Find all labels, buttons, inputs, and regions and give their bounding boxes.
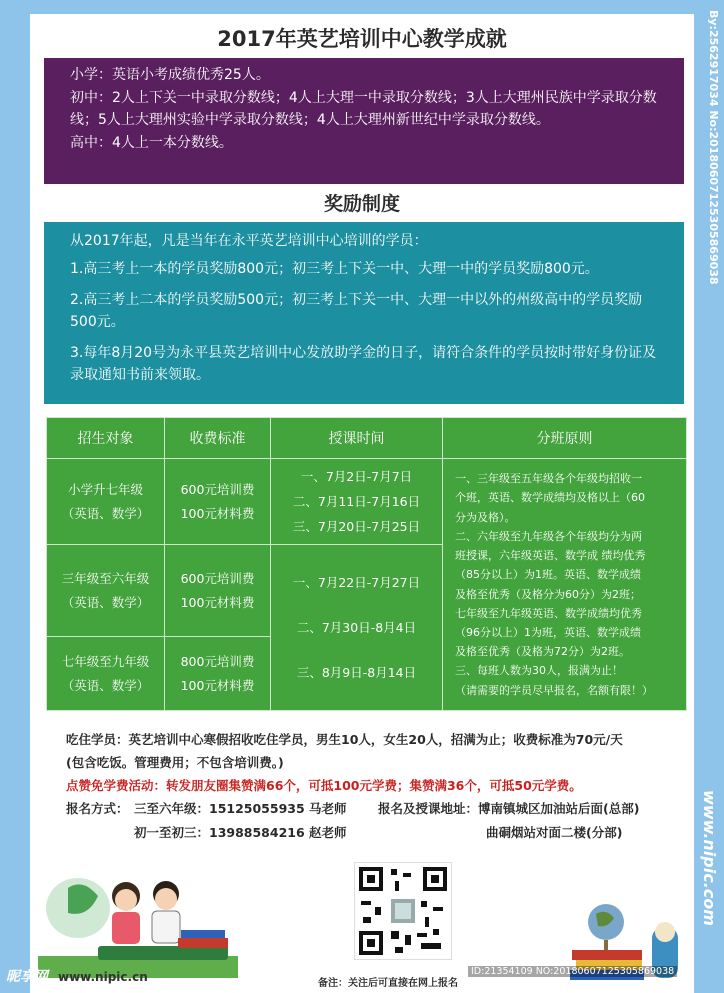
target-grade: 小学升七年级 — [67, 481, 143, 497]
signup-row-2 — [66, 821, 676, 845]
signup-contact-2: 初一至初三：13988584216 赵老师 — [134, 825, 347, 840]
achievements-box — [44, 58, 684, 184]
time-slot: 三、7月20日-7月25日 — [292, 519, 421, 534]
reward-item-1: 1.高三考上一本的学员奖励800元；初三考上下关一中、大理一中的学员奖励800元。 — [70, 261, 599, 278]
achievement-primary: 小学：英语小考成绩优秀25人。 — [70, 67, 270, 83]
fee-training: 600元培训费 — [180, 570, 255, 586]
rewards-box — [44, 222, 684, 404]
rule-line: 一、三年级至五年级各个年级均招收一 — [455, 472, 642, 486]
fee-cell — [165, 545, 271, 637]
signup-label: 报名方式： — [66, 801, 129, 816]
rule-line: 二、六年级至九年级各个年级均分为两 — [455, 529, 642, 543]
time-slot: 二、7月30日-8月4日 — [296, 620, 417, 635]
rule-line: （请需要的学员尽早报名，名额有限！） — [455, 683, 653, 697]
time-slot: 二、7月11日-7月16日 — [292, 494, 421, 509]
watermark-brand: 昵享网 — [6, 969, 48, 985]
reward-item-2: 2.高三考上二本的学员奖励500元；初三考上下关一中、大理一中以外的州级高中的学员奖励500元。 — [70, 291, 643, 331]
signup-contact-1: 三至六年级：15125055935 马老师 — [134, 801, 347, 816]
side-url-text: www.nipic.com — [700, 790, 719, 926]
fee-cell — [165, 637, 271, 711]
rule-line: 七年级至九年级英语、数学成绩均优秀 — [455, 606, 642, 620]
rule-line: （96分以上）1为班，英语、数学成绩 — [455, 625, 641, 639]
target-grade: 七年级至九年级 — [61, 653, 150, 669]
target-subjects: （英语、数学） — [61, 594, 150, 610]
target-cell — [47, 459, 165, 545]
rule-line: 及格至优秀（及格为72分）为2班。 — [455, 645, 630, 659]
signup-note: 备注：关注后可直接在网上报名 — [318, 978, 458, 989]
header-fee: 收费标准 — [165, 418, 271, 459]
header-rules: 分班原则 — [443, 418, 687, 459]
reward-title: 奖励制度 — [323, 193, 400, 215]
rule-line: （85分以上）为1班。英语、数学成绩 — [455, 568, 641, 582]
time-cell-b — [271, 545, 443, 711]
page-title: 2017年英艺培训中心教学成就 — [217, 27, 507, 51]
rule-line: 个班，英语、数学成绩均及格以上（60 — [455, 491, 645, 505]
watermark-logo — [6, 966, 148, 986]
address-branch: 曲硐烟站对面二楼(分部) — [486, 825, 623, 840]
target-cell — [47, 545, 165, 637]
info-section — [66, 728, 676, 845]
fee-material: 100元材料费 — [180, 505, 255, 521]
qr-code-icon — [355, 863, 451, 959]
promo-line: 点赞免学费活动：转发朋友圈集赞满66个，可抵100元学费；集赞满36个，可抵50元学费。 — [66, 778, 582, 793]
header-time: 授课时间 — [271, 418, 443, 459]
target-subjects: （英语、数学） — [61, 677, 150, 693]
time-slot: 三、8月9日-8月14日 — [296, 665, 417, 680]
qr-code[interactable] — [354, 862, 452, 960]
time-slot: 一、7月22日-7月27日 — [292, 575, 421, 590]
boarding-line: 吃住学员：英艺培训中心寒假招收吃住学员，男生10人，女生20人，招满为止；收费标准为70元/天 — [66, 732, 623, 747]
enrollment-table — [46, 417, 687, 711]
fee-material: 100元材料费 — [180, 594, 255, 610]
watermark-id: ID:21354109 NO:20180607125305869038 — [468, 966, 677, 977]
header-target: 招生对象 — [47, 418, 165, 459]
fee-material: 100元材料费 — [180, 677, 255, 693]
rule-line: 分为及格）。 — [455, 510, 516, 524]
achievement-middle: 初中：2人上下关一中录取分数线；4人上大理一中录取分数线；3人上大理州民族中学录取分数线；5人上大理州实验中学录取分数线；4人上大理州新世纪中学录取分数线。 — [70, 89, 657, 128]
time-cell-a — [271, 459, 443, 545]
fee-cell — [165, 459, 271, 545]
target-cell — [47, 637, 165, 711]
reward-item-3: 3.每年8月20号为永平县英艺培训中心发放助学金的日子，请符合条件的学员按时带好身份证及录取通知书前来领取。 — [70, 344, 657, 384]
watermark-url: www.nipic.cn — [58, 970, 148, 984]
rule-line: 及格至优秀（及格分为60分）为2班； — [455, 587, 641, 601]
side-id-text: By:2562917034 No:20180607125305869038 — [707, 10, 720, 285]
fee-training: 800元培训费 — [180, 653, 255, 669]
fee-training: 600元培训费 — [180, 481, 255, 497]
achievement-high: 高中：4人上一本分数线。 — [70, 134, 233, 151]
rule-line: 三、每班人数为30人，报满为止！ — [455, 664, 623, 678]
boarding-note: (包含吃饭。管理费用；不包含培训费。) — [66, 755, 284, 770]
target-subjects: （英语、数学） — [61, 505, 150, 521]
rule-line: 班授课，六年级英语、数学成 绩均优秀 — [455, 549, 646, 563]
address-main: 报名及授课地址：博南镇城区加油站后面(总部) — [378, 801, 640, 816]
signup-row-1 — [66, 797, 676, 821]
rules-cell — [443, 459, 687, 711]
time-slot: 一、7月2日-7月7日 — [300, 469, 413, 484]
target-grade: 三年级至六年级 — [61, 570, 150, 586]
reward-intro: 从2017年起，凡是当年在永平英艺培训中心培训的学员： — [70, 233, 428, 249]
kids-illustration — [38, 868, 238, 978]
